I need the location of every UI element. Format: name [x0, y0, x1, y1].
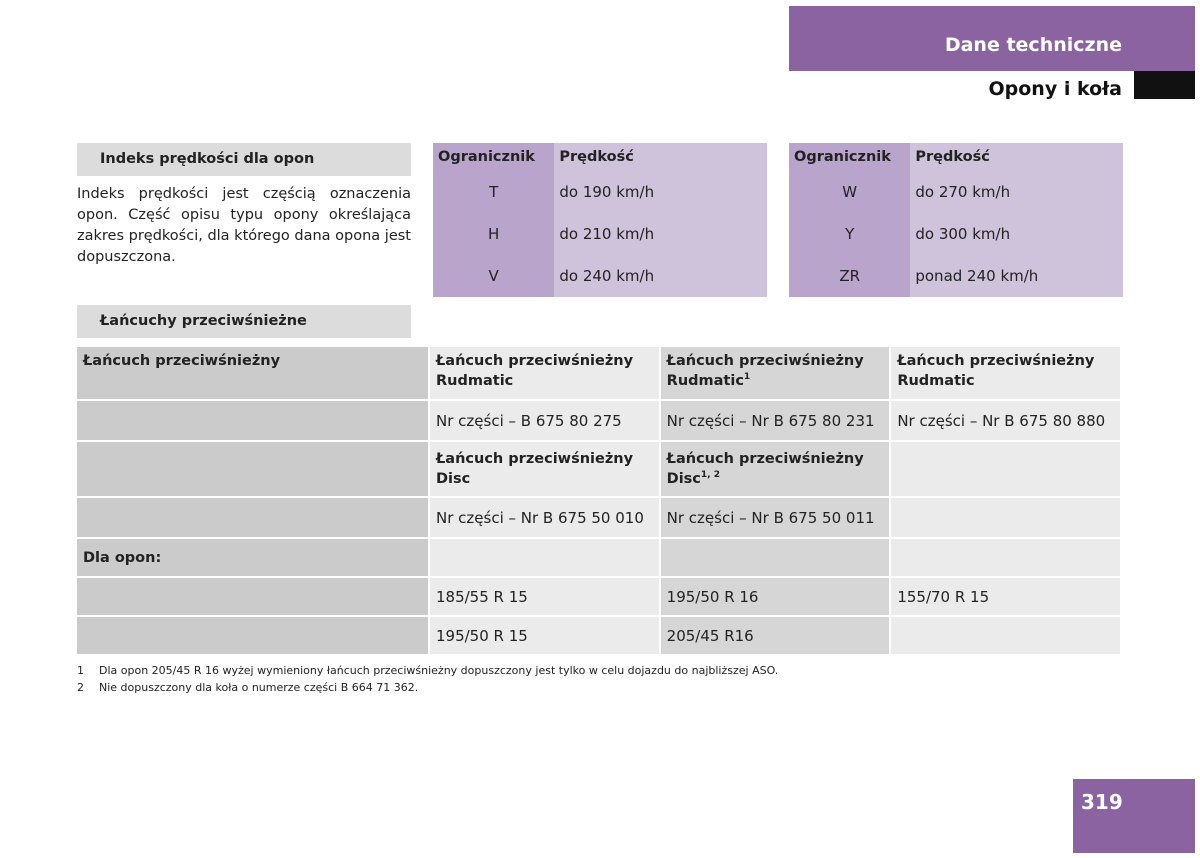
table-row — [77, 498, 1120, 537]
speed-code: ZR — [789, 255, 910, 297]
part-number-cell: Nr części – Nr B 675 80 231 — [661, 401, 890, 440]
snow-chains-table — [75, 345, 1122, 656]
footnote-1: 1 Dla opon 205/45 R 16 wyżej wymieniony łańcuch przeciwśnieżny dopuszczony jest tylko w celu dojazdu do najbliższej ASO. — [77, 664, 779, 677]
speed-code: V — [433, 255, 554, 297]
speed-index-heading: Indeks prędkości dla opon — [77, 143, 411, 176]
for-tires-label: Dla opon: — [77, 539, 428, 576]
speed-table-b — [789, 143, 1123, 297]
chain-type-cell: Łańcuch przeciwśnieżny Disc — [430, 442, 659, 496]
tire-size-cell: 185/55 R 15 — [430, 578, 659, 615]
table-row — [789, 255, 1123, 297]
page-number: 319 — [1081, 790, 1123, 814]
speed-value: do 300 km/h — [910, 213, 1123, 255]
speed-index-paragraph: Indeks prędkości jest częścią oznaczenia opon. Część opisu typu opony określająca zakres prędkości, dla którego dana opona jest dopuszczona. — [77, 186, 411, 265]
chain-type-cell: Łańcuch przeciwśnieżny Rudmatic — [430, 347, 659, 399]
chain-type-cell: Łańcuch przeciwśnieżny Disc$^{1, 2}$ — [661, 442, 890, 496]
part-number-cell: Nr części – Nr B 675 50 011 — [661, 498, 890, 537]
table-row — [77, 578, 1120, 615]
speed-code: W — [789, 171, 910, 213]
table-row — [433, 171, 767, 213]
table-row — [77, 401, 1120, 440]
col-limiter-header: Ogranicznik — [789, 143, 910, 171]
table-row — [77, 539, 1120, 576]
page-title: Opony i koła — [988, 78, 1122, 100]
speed-value: do 190 km/h — [554, 171, 767, 213]
tire-size-cell: 205/45 R16 — [661, 617, 890, 654]
chain-col-header: Łańcuch przeciwśnieżny — [77, 347, 428, 399]
speed-value: do 240 km/h — [554, 255, 767, 297]
snow-chains-heading: Łańcuchy przeciwśnieżne — [77, 305, 411, 338]
table-row — [77, 347, 1120, 399]
table-row — [433, 213, 767, 255]
tire-size-cell: 195/50 R 15 — [430, 617, 659, 654]
table-row — [789, 213, 1123, 255]
tire-size-cell: 155/70 R 15 — [891, 578, 1120, 615]
chain-type-cell: Łańcuch przeciwśnieżny Rudmatic — [891, 347, 1120, 399]
section-title: Dane techniczne — [944, 34, 1122, 56]
table-row — [789, 171, 1123, 213]
footnote-marker: 1 — [743, 372, 751, 383]
col-speed-header: Prędkość — [910, 143, 1123, 171]
part-number-cell: Nr części – Nr B 675 50 010 — [430, 498, 659, 537]
col-limiter-header: Ogranicznik — [433, 143, 554, 171]
speed-code: T — [433, 171, 554, 213]
footnote-2: 2 Nie dopuszczony dla koła o numerze części B 664 71 362. — [77, 681, 419, 694]
speed-code: Y — [789, 213, 910, 255]
tire-size-cell: 195/50 R 16 — [661, 578, 890, 615]
speed-code: H — [433, 213, 554, 255]
chain-type-cell: Łańcuch przeciwśnieżny Rudmatic$^1$ — [661, 347, 890, 399]
col-speed-header: Prędkość — [554, 143, 767, 171]
table-row — [77, 442, 1120, 496]
speed-value: ponad 240 km/h — [910, 255, 1123, 297]
table-row — [433, 255, 767, 297]
speed-value: do 210 km/h — [554, 213, 767, 255]
speed-table-a — [433, 143, 767, 297]
footnote-marker: 1, 2 — [700, 470, 720, 481]
title-marker-bar — [1134, 71, 1195, 99]
part-number-cell: Nr części – Nr B 675 80 880 — [891, 401, 1120, 440]
table-row — [77, 617, 1120, 654]
part-number-cell: Nr części – B 675 80 275 — [430, 401, 659, 440]
speed-value: do 270 km/h — [910, 171, 1123, 213]
